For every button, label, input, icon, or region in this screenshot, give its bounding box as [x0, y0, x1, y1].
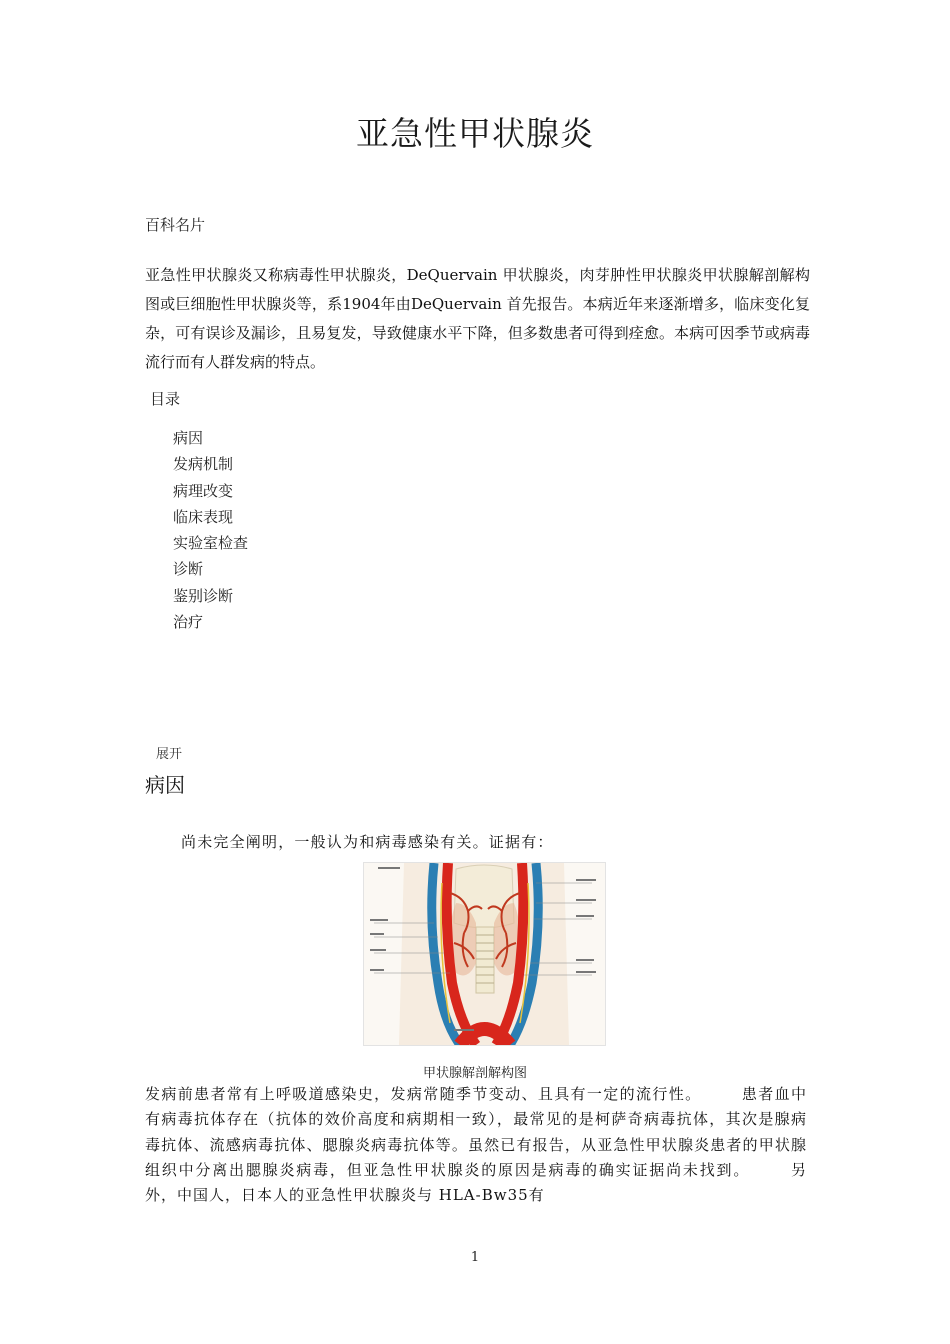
page-number: 1	[470, 1250, 480, 1265]
thyroid-anatomy-figure	[363, 862, 606, 1046]
paragraph-part-2: 患者血中有病毒抗体存在（抗体的效价高度和病期相一致），最常见的是柯萨奇病毒抗体，其次是腺病毒抗体、流感病毒抗体、腮腺炎病毒抗体等。虽然已有报告，从亚急性甲状腺炎患者的甲状腺组织中分离出腮腺炎病毒，但亚急性甲状腺炎的原因是病毒的确实证据尚未找到。	[145, 1085, 807, 1179]
page-title: 亚急性甲状腺炎	[356, 114, 594, 153]
expand-link[interactable]: 展开	[156, 747, 183, 762]
paragraph-part-1: 发病前患者常有上呼吸道感染史，发病常随季节变动、且具有一定的流行性。	[145, 1085, 702, 1103]
toc-item-differential[interactable]: 鉴别诊断	[173, 586, 234, 605]
toc-item-pathology[interactable]: 病理改变	[173, 481, 234, 500]
toc-item-lab-tests[interactable]: 实验室检查	[173, 534, 249, 553]
cause-paragraph	[145, 1082, 807, 1208]
cause-lead-sentence: 尚未完全阐明，一般认为和病毒感染有关。证据有：	[181, 833, 554, 851]
toc-heading: 目录	[150, 390, 181, 408]
toc-item-treatment[interactable]: 治疗	[173, 613, 204, 632]
toc-item-diagnosis[interactable]: 诊断	[173, 560, 204, 579]
toc-item-pathogenesis[interactable]: 发病机制	[173, 455, 234, 474]
toc-item-clinical[interactable]: 临床表现	[173, 507, 234, 526]
paragraph-part-3: 另外，中国人，日本人的亚急性甲状腺炎与 HLA-Bw35有	[145, 1160, 807, 1205]
table-of-contents	[173, 425, 248, 635]
thyroid-anatomy-illustration	[364, 863, 605, 1045]
figure-caption: 甲状腺解剖解构图	[422, 1066, 527, 1081]
section-heading-cause: 病因	[145, 773, 185, 797]
toc-item-cause[interactable]: 病因	[173, 429, 204, 447]
encyclopedia-card-label: 百科名片	[145, 216, 206, 234]
intro-paragraph: 亚急性甲状腺炎又称病毒性甲状腺炎，DeQuervain 甲状腺炎，肉芽肿性甲状腺炎甲状腺解剖解构图或巨细胞性甲状腺炎等，系1904年由DeQuervain 首先报告。本病近年来逐渐增多，临床变化复杂，可有误诊及漏诊，且易复发，导致健康水平下降，但多数患者可得到痊愈。本病可因季节或病毒流行而有人群发病的特点。	[145, 266, 810, 371]
